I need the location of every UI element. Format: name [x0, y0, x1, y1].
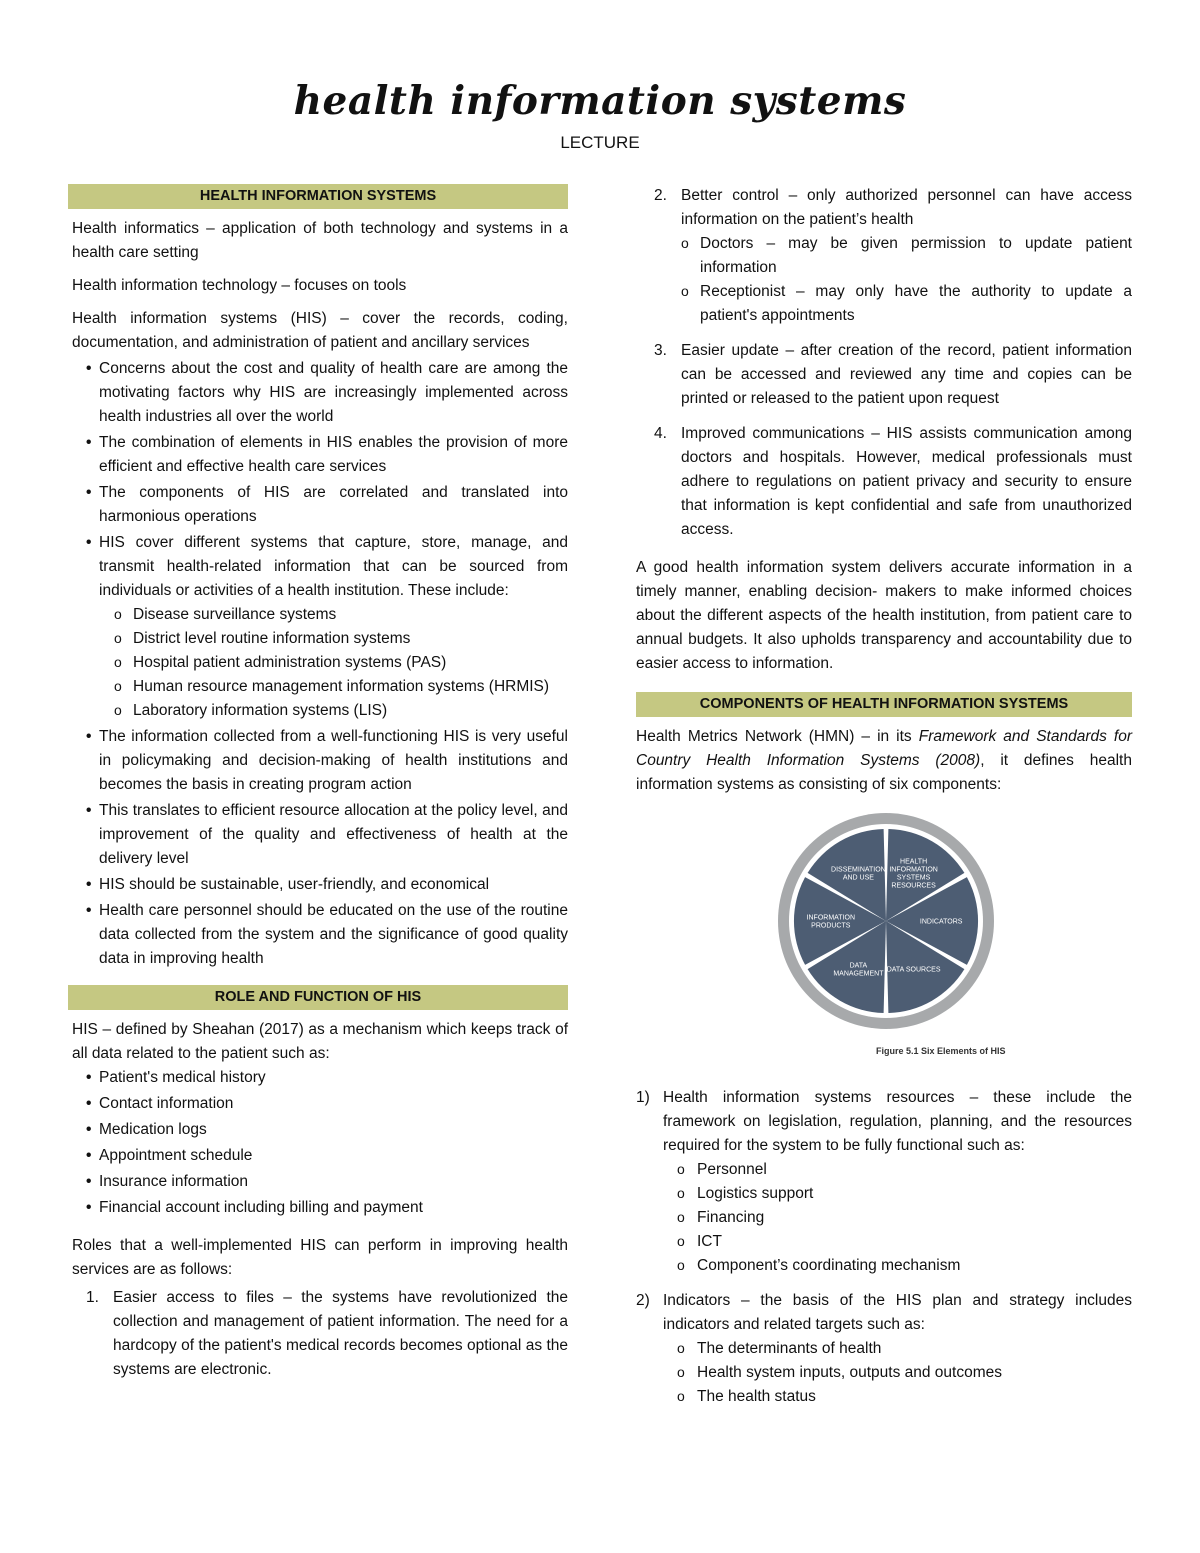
list-item: • Insurance information	[68, 1170, 568, 1194]
list-item-text: HIS cover different systems that capture, store, manage, and transmit health-related information that can be sourced from individuals or activities of a health institution. These include:	[99, 534, 568, 599]
list-item: • The information collected from a well-functioning HIS is very useful in policymaking and decision-making of health institutions and becomes the basis in creating program action	[68, 725, 568, 797]
components-list	[636, 1086, 1132, 1409]
paragraph-good-his: A good health information system delivers accurate information in a timely manner, enabling decision- makers to make informed choices about the different aspects of the health institution, from patient care to annual budgets. It also upholds transparency and accountability due to easier access to information.	[636, 559, 1132, 672]
hmn-text-pre: Health Metrics Network (HMN) – in its	[636, 728, 919, 745]
list-number: 2.	[654, 187, 667, 204]
list-number: 2)	[636, 1292, 650, 1309]
paragraph-his-sheahan: HIS – defined by Sheahan (2017) as a mechanism which keeps track of all data related to the patient such as:	[72, 1021, 568, 1062]
roles-list-right	[636, 184, 1132, 542]
left-column	[68, 184, 568, 1393]
document-subtitle: LECTURE	[560, 133, 640, 152]
paragraph-his-definition: Health information systems (HIS) – cover the records, coding, documentation, and administration of patient and ancillary services	[72, 310, 568, 351]
list-item: • This translates to efficient resource allocation at the policy level, and improvement of the quality and effectiveness of health at the delivery level	[68, 799, 568, 871]
section-heading-components: COMPONENTS OF HEALTH INFORMATION SYSTEMS	[636, 692, 1132, 717]
figure-caption: Figure 5.1 Six Elements of HIS	[876, 1046, 1006, 1056]
sub-list-item: o Financing	[663, 1206, 1132, 1230]
resources-sublist	[663, 1158, 1132, 1278]
sub-list-item: o Component’s coordinating mechanism	[663, 1254, 1132, 1278]
list-item: • Appointment schedule	[68, 1144, 568, 1168]
six-elements-wheel	[636, 807, 1132, 1047]
list-item: • Patient's medical history	[68, 1066, 568, 1090]
sub-list-item: o Doctors – may be given permission to update patient information	[681, 232, 1132, 280]
wheel-segment-label: DATA SOURCES	[886, 966, 941, 974]
indicators-sublist	[663, 1337, 1132, 1409]
six-elements-figure	[636, 807, 1132, 1072]
his-bullets-a	[68, 357, 568, 971]
role2-sublist	[681, 232, 1132, 328]
list-item	[636, 184, 1132, 328]
list-item	[636, 1086, 1132, 1278]
wheel-segment-label: INDICATORS	[919, 918, 963, 926]
list-item: • Contact information	[68, 1092, 568, 1116]
list-number: 1)	[636, 1089, 650, 1106]
sub-list-item: o Health system inputs, outputs and outcomes	[663, 1361, 1132, 1385]
systems-sublist	[68, 603, 568, 723]
list-item	[68, 1286, 568, 1382]
list-item: • Concerns about the cost and quality of health care are among the motivating factors why HIS are increasingly implemented across health industries all over the world	[68, 357, 568, 429]
roles-list-left	[68, 1286, 568, 1382]
sub-list-item: o Hospital patient administration systems (PAS)	[68, 651, 568, 675]
section-heading-his: HEALTH INFORMATION SYSTEMS	[68, 184, 568, 209]
wheel-segment-label: DISSEMINATION AND USE	[831, 866, 886, 882]
list-item-text: Indicators – the basis of the HIS plan and strategy includes indicators and related targets such as:	[663, 1292, 1132, 1333]
list-number: 4.	[654, 425, 667, 442]
list-item	[636, 422, 1132, 542]
list-item: • Health care personnel should be educated on the use of the routine data collected from the system and the significance of good quality data in improving health	[68, 899, 568, 971]
sub-list-item: o District level routine information systems	[68, 627, 568, 651]
wheel-segment-label: INFORMATION PRODUCTS	[806, 914, 856, 930]
sub-list-item: o Receptionist – may only have the authority to update a patient's appointments	[681, 280, 1132, 328]
list-item	[636, 339, 1132, 411]
sub-list-item: o The health status	[663, 1385, 1132, 1409]
list-item: • The components of HIS are correlated and translated into harmonious operations	[68, 481, 568, 529]
list-number: 1.	[86, 1289, 99, 1306]
paragraph-health-it: Health information technology – focuses on tools	[72, 277, 407, 294]
list-item-text: Easier access to files – the systems have revolutionized the collection and management of patient information. The need for a hardcopy of the patient's medical records becomes optional as the systems are electronic.	[113, 1289, 568, 1378]
list-item-text: Health information systems resources – these include the framework on legislation, regulation, planning, and the resources required for the system to be fully functional such as:	[663, 1089, 1132, 1154]
wheel-segment-label: DATA MANAGEMENT	[833, 962, 884, 978]
list-item: • Medication logs	[68, 1118, 568, 1142]
wheel-segment-label: HEALTH INFORMATION SYSTEMS RESOURCES	[889, 858, 938, 890]
list-item-text: Easier update – after creation of the record, patient information can be accessed and reviewed any time and copies can be printed or released to the patient upon request	[681, 342, 1132, 407]
hmn-framework-title: Framework and Standards for Country Health Information Systems (2008)	[636, 728, 1132, 769]
document-title: health information systems	[293, 78, 907, 124]
list-item: • The combination of elements in HIS enables the provision of more efficient and effective health care services	[68, 431, 568, 479]
right-column	[636, 184, 1132, 1420]
list-item: • Financial account including billing and payment	[68, 1196, 568, 1220]
sub-list-item: o Personnel	[663, 1158, 1132, 1182]
sub-list-item: o Human resource management information systems (HRMIS)	[68, 675, 568, 699]
sub-list-item: o Laboratory information systems (LIS)	[68, 699, 568, 723]
paragraph-roles-intro: Roles that a well-implemented HIS can perform in improving health services are as follows:	[72, 1237, 568, 1278]
sub-list-item: o Logistics support	[663, 1182, 1132, 1206]
sub-list-item: o The determinants of health	[663, 1337, 1132, 1361]
section-heading-role: ROLE AND FUNCTION OF HIS	[68, 985, 568, 1010]
sub-list-item: o ICT	[663, 1230, 1132, 1254]
list-item	[636, 1289, 1132, 1409]
list-item: • HIS should be sustainable, user-friendly, and economical	[68, 873, 568, 897]
list-item	[68, 531, 568, 723]
list-item-text: Better control – only authorized personnel can have access information on the patient’s health	[681, 187, 1132, 228]
paragraph-health-informatics: Health informatics – application of both technology and systems in a health care setting	[72, 220, 568, 261]
list-item-text: Improved communications – HIS assists communication among doctors and hospitals. However, medical professionals must adhere to regulations on patient privacy and security to ensure that information is kept confidential and safe from unauthorized access.	[681, 425, 1132, 538]
list-number: 3.	[654, 342, 667, 359]
sub-list-item: o Disease surveillance systems	[68, 603, 568, 627]
patient-data-list	[68, 1066, 568, 1220]
hmn-text-post: , it defines health information systems as consisting of six components:	[636, 752, 1132, 793]
paragraph-hmn	[636, 725, 1132, 797]
